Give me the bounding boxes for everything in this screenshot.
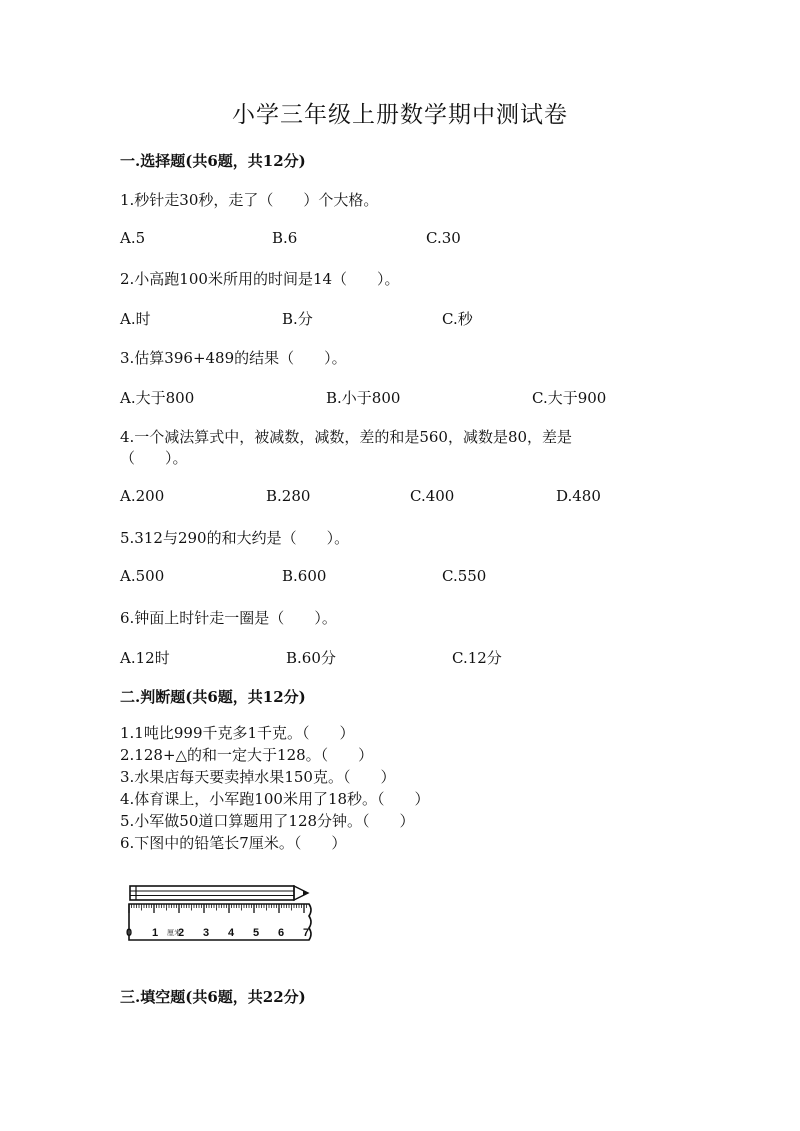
judge-item-6: 6.下图中的铅笔长7厘米。（ ） — [120, 834, 347, 852]
ruler-label-4: 4 — [227, 927, 235, 939]
ruler-labels — [126, 927, 309, 939]
option-4c: C.400 — [410, 487, 455, 505]
judge-item-3: 3.水果店每天要卖掉水果150克。（ ） — [120, 768, 396, 786]
option-3b: B.小于800 — [326, 389, 401, 407]
ruler-ticks — [129, 904, 307, 913]
option-5c: C.550 — [442, 567, 487, 585]
ruler-label-7: 7 — [302, 927, 310, 939]
ruler-label-3: 3 — [202, 927, 210, 939]
question-1: 1.秒针走30秒，走了（ ）个大格。 — [120, 191, 379, 209]
question-5: 5.312与290的和大约是（ ）。 — [120, 529, 350, 547]
ruler-label-2: 2 — [177, 927, 185, 939]
option-2a: A.时 — [120, 310, 151, 328]
question-6: 6.钟面上时针走一圈是（ ）。 — [120, 609, 337, 627]
question-4-continued: （ ）。 — [120, 449, 188, 467]
section-heading-truefalse: 二.判断题(共6题，共12分) — [120, 688, 306, 706]
judge-item-5: 5.小军做50道口算题用了128分钟。（ ） — [120, 812, 415, 830]
judge-item-1: 1.1吨比999千克多1千克。（ ） — [120, 724, 355, 742]
option-3c: C.大于900 — [532, 389, 607, 407]
question-3: 3.估算396+489的结果（ ）。 — [120, 349, 347, 367]
option-1b: B.6 — [272, 229, 298, 247]
section-heading-fillblank: 三.填空题(共6题，共22分) — [120, 988, 306, 1006]
question-4: 4.一个减法算式中，被减数，减数，差的和是560，减数是80，差是 — [120, 428, 573, 446]
option-6c: C.12分 — [452, 649, 502, 667]
option-1c: C.30 — [426, 229, 461, 247]
option-6b: B.60分 — [286, 649, 336, 667]
question-2: 2.小高跑100米所用的时间是14（ ）。 — [120, 270, 400, 288]
option-6a: A.12时 — [120, 649, 170, 667]
judge-item-2: 2.128+△的和一定大于128。（ ） — [120, 746, 374, 764]
section-heading-choice: 一.选择题(共6题，共12分) — [120, 152, 306, 170]
option-2c: C.秒 — [442, 310, 473, 328]
pencil — [130, 886, 308, 900]
option-1a: A.5 — [120, 229, 146, 247]
option-2b: B.分 — [282, 310, 313, 328]
option-3a: A.大于800 — [120, 389, 195, 407]
ruler-label-1: 1 — [151, 927, 159, 939]
pencil-ruler-figure — [126, 880, 326, 942]
option-4d: D.480 — [556, 487, 601, 505]
option-5a: A.500 — [120, 567, 165, 585]
option-4a: A.200 — [120, 487, 165, 505]
ruler-label-0: 0 — [126, 927, 133, 939]
pencil-ruler-svg — [126, 880, 326, 942]
ruler-label-5: 5 — [252, 927, 260, 939]
option-4b: B.280 — [266, 487, 311, 505]
page-title: 小学三年级上册数学期中测试卷 — [232, 102, 568, 128]
ruler-unit-label: 厘米 — [167, 930, 181, 937]
judge-item-4: 4.体育课上，小军跑100米用了18秒。（ ） — [120, 790, 430, 808]
ruler-label-6: 6 — [277, 927, 285, 939]
option-5b: B.600 — [282, 567, 327, 585]
